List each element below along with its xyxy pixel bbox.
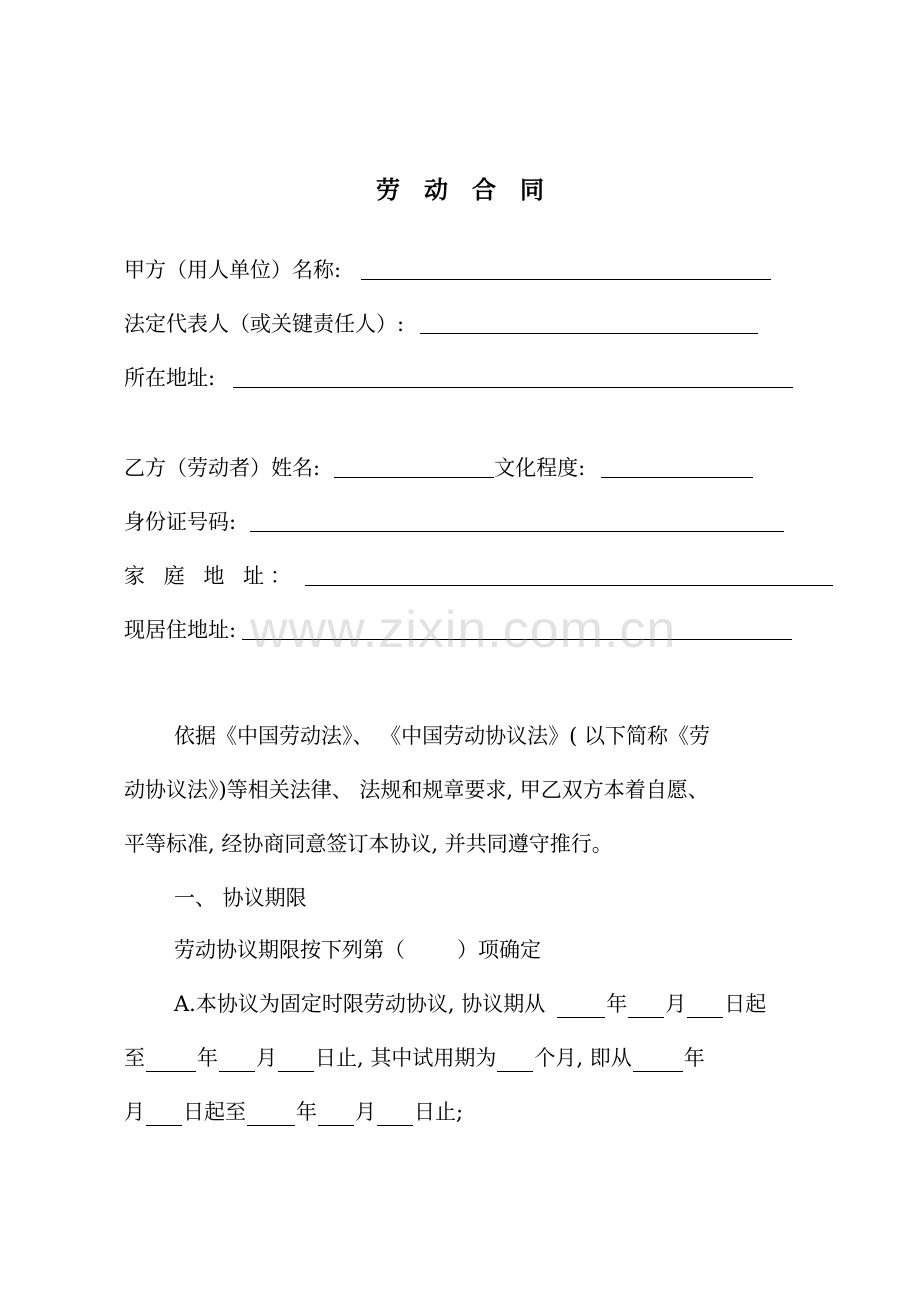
party-a-name-field[interactable] <box>361 278 771 280</box>
party-b-home-row <box>124 556 833 590</box>
month-text: 月 <box>665 992 687 1016</box>
trial-text: 日止, 其中试用期为 <box>315 1046 497 1070</box>
term-a-line-3 <box>124 1092 463 1126</box>
title-char: 动 <box>424 175 448 204</box>
term-choice-text-a: 劳动协议期限按下列第（ <box>174 938 405 962</box>
watermark: www.zixin.com.cn <box>250 601 677 659</box>
day-start-text: 日起 <box>724 992 767 1016</box>
title-char: 劳 <box>376 175 400 204</box>
party-b-name-field[interactable] <box>334 476 494 478</box>
start-day-field[interactable] <box>687 995 723 1018</box>
party-b-home-label: 家 庭 地 址： <box>124 564 298 588</box>
party-b-id-row <box>124 502 784 536</box>
body-line: 动协议法》)等相关法律、 法规和规章要求, 甲乙双方本着自愿、 <box>124 778 709 802</box>
party-b-name-row <box>124 448 753 482</box>
party-b-id-label: 身份证号码: <box>124 510 237 534</box>
month-text: 月 <box>124 1100 145 1124</box>
party-b-current-row <box>124 610 792 644</box>
year-text: 年 <box>683 1046 705 1070</box>
party-b-current-field[interactable] <box>242 638 792 640</box>
party-a-name-label: 甲方（用人单位）名称: <box>124 258 342 282</box>
title-char: 合 <box>472 175 496 204</box>
term-choice-line <box>174 930 541 964</box>
document-title <box>0 170 920 205</box>
party-b-home-field[interactable] <box>305 584 833 586</box>
end-month-field[interactable] <box>219 1049 255 1072</box>
party-a-rep-row <box>124 304 758 338</box>
party-a-rep-field[interactable] <box>420 332 758 334</box>
body-line: 依据《中国劳动法》、 《中国劳动协议法》( 以下简称《劳 <box>174 724 711 748</box>
section-heading: 一、 协议期限 <box>174 886 307 910</box>
trial-end-year-field[interactable] <box>247 1103 295 1126</box>
party-a-rep-label: 法定代表人（或关键责任人）: <box>124 312 405 336</box>
party-a-address-field[interactable] <box>233 386 793 388</box>
trial-end-day-field[interactable] <box>377 1103 413 1126</box>
title-char: 同 <box>520 175 544 204</box>
trial-start-day-field[interactable] <box>146 1103 182 1126</box>
party-a-address-row <box>124 358 793 392</box>
month-text: 月 <box>256 1046 277 1070</box>
year-text: 年 <box>197 1046 218 1070</box>
party-a-address-label: 所在地址: <box>124 366 216 390</box>
month-text: 月 <box>355 1100 376 1124</box>
trial-start-year-field[interactable] <box>633 1049 683 1072</box>
trial-months-field[interactable] <box>497 1049 533 1072</box>
party-b-id-field[interactable] <box>250 530 784 532</box>
end-year-field[interactable] <box>146 1049 196 1072</box>
to-text: 至 <box>124 1046 145 1070</box>
day-from-to-text: 日起至 <box>183 1100 246 1124</box>
term-a-line-1 <box>174 984 766 1018</box>
start-year-field[interactable] <box>557 995 605 1018</box>
day-end-text: 日止; <box>414 1100 464 1124</box>
term-choice-text-b: ）项确定 <box>457 938 541 962</box>
party-a-name-row <box>124 250 771 284</box>
party-b-current-label: 现居住地址: <box>124 618 237 642</box>
party-b-name-label: 乙方（劳动者）姓名: <box>124 456 321 480</box>
party-b-education-field[interactable] <box>601 476 753 478</box>
start-month-field[interactable] <box>628 995 664 1018</box>
months-from-text: 个月, 即从 <box>534 1046 632 1070</box>
term-a-prefix: A.本协议为固定时限劳动协议, 协议期从 <box>174 992 546 1016</box>
term-a-line-2 <box>124 1038 705 1072</box>
body-line: 平等标准, 经协商同意签订本协议, 并共同遵守推行。 <box>124 832 613 856</box>
trial-end-month-field[interactable] <box>318 1103 354 1126</box>
year-text: 年 <box>606 992 628 1016</box>
party-b-education-label: 文化程度: <box>494 456 586 480</box>
year-text: 年 <box>296 1100 317 1124</box>
end-day-field[interactable] <box>278 1049 314 1072</box>
